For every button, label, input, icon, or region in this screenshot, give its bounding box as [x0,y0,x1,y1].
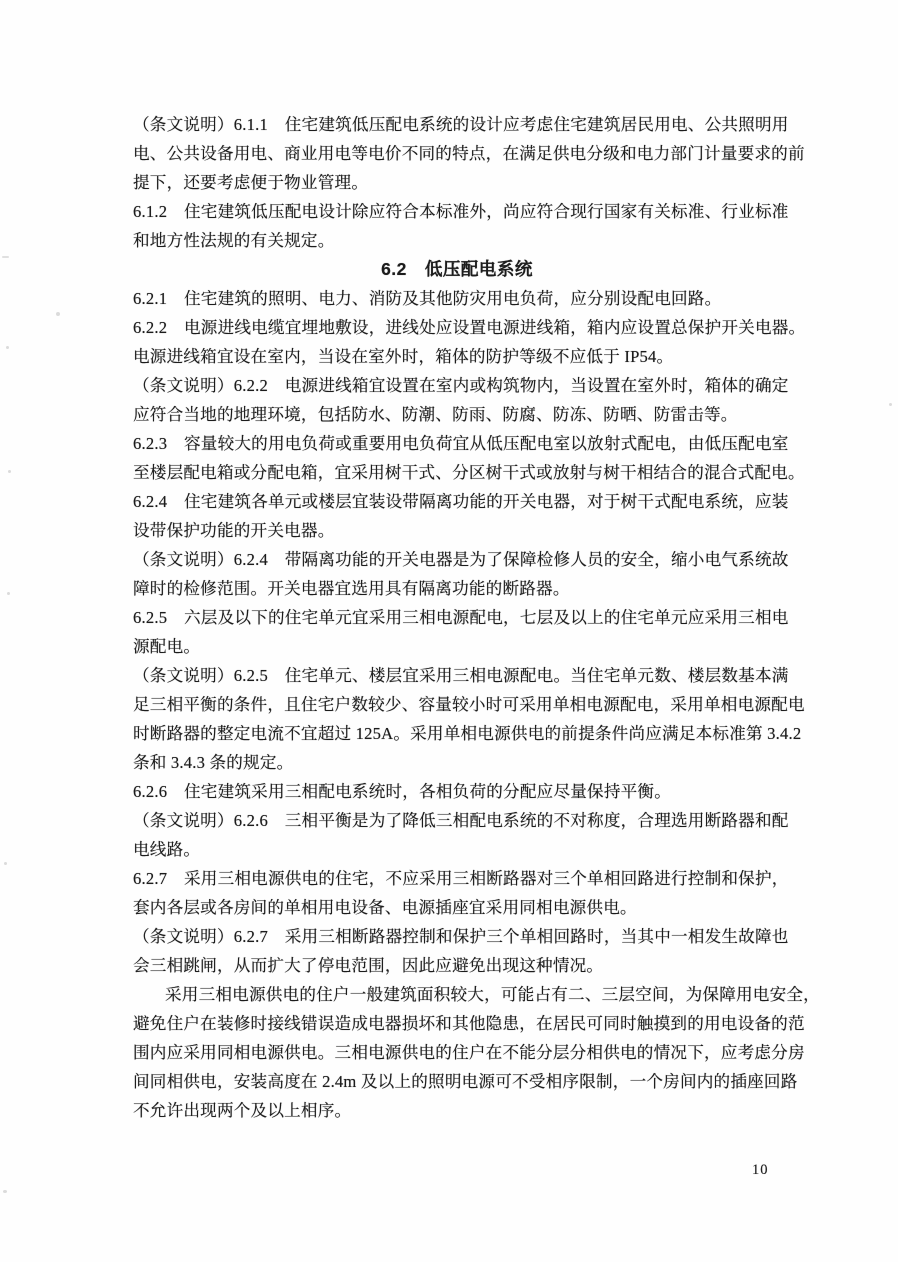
document-body [133,110,820,1125]
text-line: 至楼层配电箱或分配电箱，宜采用树干式、分区树干式或放射与树干相结合的混合式配电。 [133,463,805,482]
text-line: 6.2.2 电源进线电缆宜埋地敷设，进线处应设置电源进线箱，箱内应设置总保护开关电器。 [133,318,806,337]
text-line: 障时的检修范围。开关电器宜选用具有隔离功能的断路器。 [133,579,570,598]
text-line: 条和 3.4.3 条的规定。 [133,753,294,772]
text-line: （条文说明）6.1.1 住宅建筑低压配电系统的设计应考虑住宅建筑居民用电、公共照明用 [133,115,789,134]
scan-speck [56,312,60,316]
text-line: 电、公共设备用电、商业用电等电价不同的特点，在满足供电分级和电力部门计量要求的前 [133,144,805,163]
text-line: 6.2.7 采用三相电源供电的住宅，不应采用三相断路器对三个单相回路进行控制和保护， [133,869,789,888]
text-line: 应符合当地的地理环境，包括防水、防潮、防雨、防腐、防冻、防晒、防雷击等。 [133,405,738,424]
text-line: （条文说明）6.2.7 采用三相断路器控制和保护三个单相回路时，当其中一相发生故障也 [133,927,789,946]
page-number: 10 [752,1162,769,1178]
text-line: 采用三相电源供电的住户一般建筑面积较大，可能占有二、三层空间，为保障用电安全， [165,985,820,1004]
text-line: 6.2.3 容量较大的用电负荷或重要用电负荷宜从低压配电室以放射式配电，由低压配电室 [133,434,789,453]
text-line: 6.1.2 住宅建筑低压配电设计除应符合本标准外，尚应符合现行国家有关标准、行业标准 [133,202,789,221]
text-line: 6.2.5 六层及以下的住宅单元宜采用三相电源配电，七层及以上的住宅单元应采用三相电 [133,608,789,627]
text-line: （条文说明）6.2.5 住宅单元、楼层宜采用三相电源配电。当住宅单元数、楼层数基本满 [133,666,789,685]
text-line: 电线路。 [133,840,201,859]
section-heading: 6.2 低压配电系统 [381,259,533,279]
text-line: （条文说明）6.2.6 三相平衡是为了降低三相配电系统的不对称度，合理选用断路器和配 [133,811,789,830]
text-line: 套内各层或各房间的单相用电设备、电源插座宜采用同相电源供电。 [133,898,637,917]
text-line: 6.2.1 住宅建筑的照明、电力、消防及其他防灾用电负荷，应分别设配电回路。 [133,289,722,308]
text-line: 时断路器的整定电流不宜超过 125A。采用单相电源供电的前提条件尚应满足本标准第 3.4.2 [133,724,802,743]
scan-speck [3,1190,7,1193]
text-line: 会三相跳闸，从而扩大了停电范围，因此应避免出现这种情况。 [133,956,604,975]
text-line: （条文说明）6.2.4 带隔离功能的开关电器是为了保障检修人员的安全，缩小电气系统故 [133,550,789,569]
text-line: 围内应采用同相电源供电。三相电源供电的住户在不能分层分相供电的情况下，应考虑分房 [133,1043,805,1062]
text-line: 避免住户在装修时接线错误造成电器损坏和其他隐患，在居民可同时触摸到的用电设备的范 [133,1014,805,1033]
scan-speck [6,346,9,349]
text-line: 设带保护功能的开关电器。 [133,521,335,540]
scan-speck [4,862,7,865]
scan-speck [7,592,10,595]
scan-speck [8,470,11,473]
text-line: 和地方性法规的有关规定。 [133,231,335,250]
text-line: 提下，还要考虑便于物业管理。 [133,173,369,192]
text-line: （条文说明）6.2.2 电源进线箱宜设置在室内或构筑物内，当设置在室外时，箱体的确定 [133,376,789,395]
text-line: 不允许出现两个及以上相序。 [133,1101,352,1120]
text-line: 6.2.6 住宅建筑采用三相配电系统时，各相负荷的分配应尽量保持平衡。 [133,782,671,801]
text-line: 6.2.4 住宅建筑各单元或楼层宜装设带隔离功能的开关电器，对于树干式配电系统，应装 [133,492,789,511]
scan-speck [889,403,892,406]
text-line: 电源进线箱宜设在室内，当设在室外时，箱体的防护等级不应低于 IP54。 [133,347,674,366]
text-line: 间同相供电，安装高度在 2.4m 及以上的照明电源可不受相序限制，一个房间内的插座回路 [133,1072,798,1091]
text-line: 足三相平衡的条件，且住宅户数较少、容量较小时可采用单相电源配电，采用单相电源配电 [133,695,805,714]
scan-speck [2,256,9,258]
text-line: 源配电。 [133,637,201,656]
